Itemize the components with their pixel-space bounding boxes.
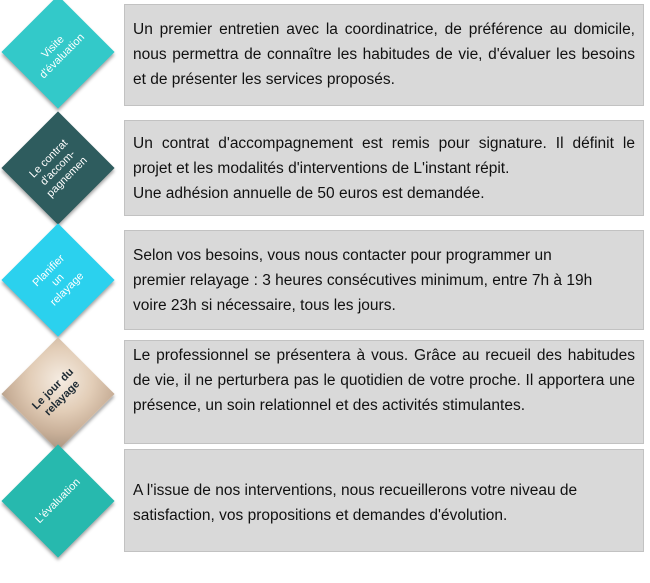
step-description [124, 230, 644, 330]
description-text: Le professionnel se présentera à vous. Grâce au recueil des habitudes de vie, il ne perturbera pas le quotidien de votre proche. Il apportera une présence, un soin relationnel et des activités stimulantes. [133, 347, 635, 414]
step-description [124, 340, 644, 444]
step-title: L'évaluation [32, 475, 83, 526]
step-description [124, 4, 644, 106]
step-title: Le contrat d'accom- pagnemen [26, 136, 90, 200]
step-description [124, 449, 644, 552]
step-title: Planifier un relayage [30, 252, 86, 309]
description-text: Selon vos besoins, vous nous contacter pour programmer un premier relayage : 3 heures consécutives minimum, entre 7h à 19h voire 23h si nécessaire, tous les jours. [133, 247, 593, 314]
description-text-2: Une adhésion annuelle de 50 euros est demandée. [133, 185, 485, 202]
step-description [124, 120, 644, 216]
step-title: Le jour du relayage [30, 366, 83, 419]
step-badge [0, 443, 116, 559]
description-text: Un premier entretien avec la coordinatrice, de préférence au domicile, nous permettra de connaître les habitudes de vie, d'évaluer les besoins et de présenter les services proposés. [133, 21, 635, 88]
step-title: Visite d'évaluation [37, 31, 88, 82]
description-text: A l'issue de nos interventions, nous recueillerons votre niveau de satisfaction, vos propositions et demandes d'évolution. [133, 482, 578, 524]
description-text: Un contrat d'accompagnement est remis pour signature. Il définit le projet et les modalités d'interventions de L'instant répit. [133, 135, 635, 177]
